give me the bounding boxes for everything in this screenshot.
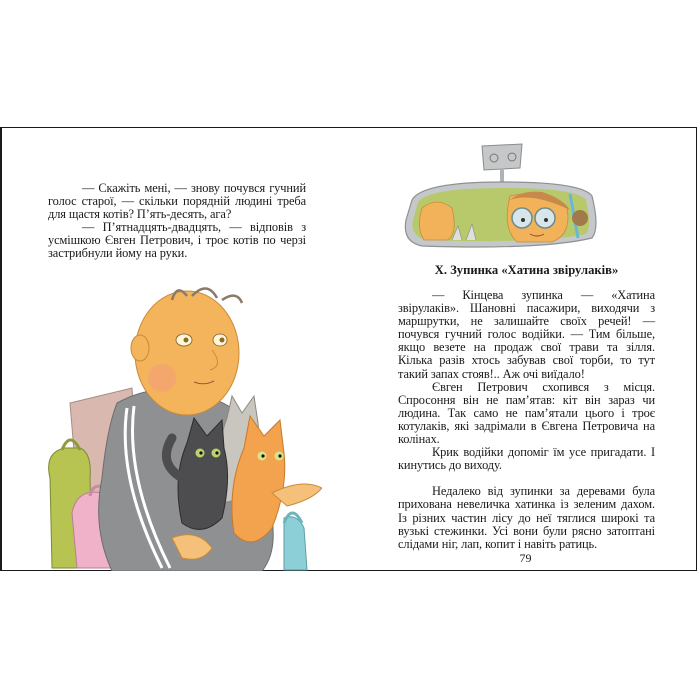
left-page-text: [48, 182, 306, 261]
rear-view-mirror-illustration: [392, 138, 602, 253]
paragraph: Недалеко від зупинки за деревами була прихована невеличка хатинка із зеленим дахом. Із різних частин лісу до неї тяглися широкі та вузькі стежинки. Усі вони були рясно затоптані слідами ніг, лап, копит і навіть ратиць.: [398, 484, 655, 551]
book-spread: [0, 127, 697, 571]
left-page: [2, 128, 352, 570]
right-page: [352, 128, 699, 570]
paragraph: Євген Петрович схопився з місця. Спросоння він не пам’ятав: кіт він зараз чи людина. Так само не пам’ятали цього і троє котулаків, які задрімали в Євгена Петровича на колінах.: [398, 379, 655, 447]
page-number: 79: [519, 551, 532, 565]
paragraph: — Скажіть мені, — знову почувся гучний голос старої, — скільки порядній людині треба для щастя котів? П’ять-десять, ага?: [48, 181, 306, 222]
man-with-cats-illustration: [22, 278, 322, 571]
right-page-text: [398, 289, 655, 551]
paragraph: — П’ятнадцять-двадцять, — відповів з усмішкою Євген Петрович, і троє котів по черзі застрибнули йому на руки.: [48, 220, 306, 261]
paragraph: Крик водійки допоміг їм усе пригадати. І кинутись до виходу.: [398, 445, 655, 473]
chapter-title: X. Зупинка «Хатина звірулаків»: [434, 263, 619, 277]
paragraph: — Кінцева зупинка — «Хатина звірулаків». Шановні пасажири, виходячи з маршрутки, не залишайте своїх речей! — почувся гучний голос водійки. — Тим більше, якщо везете на продаж свої трави та зілля. Кілька разів хтось забував свої торби, то тут такий запах стояв!.. Аж очі виїдало!: [398, 288, 655, 381]
